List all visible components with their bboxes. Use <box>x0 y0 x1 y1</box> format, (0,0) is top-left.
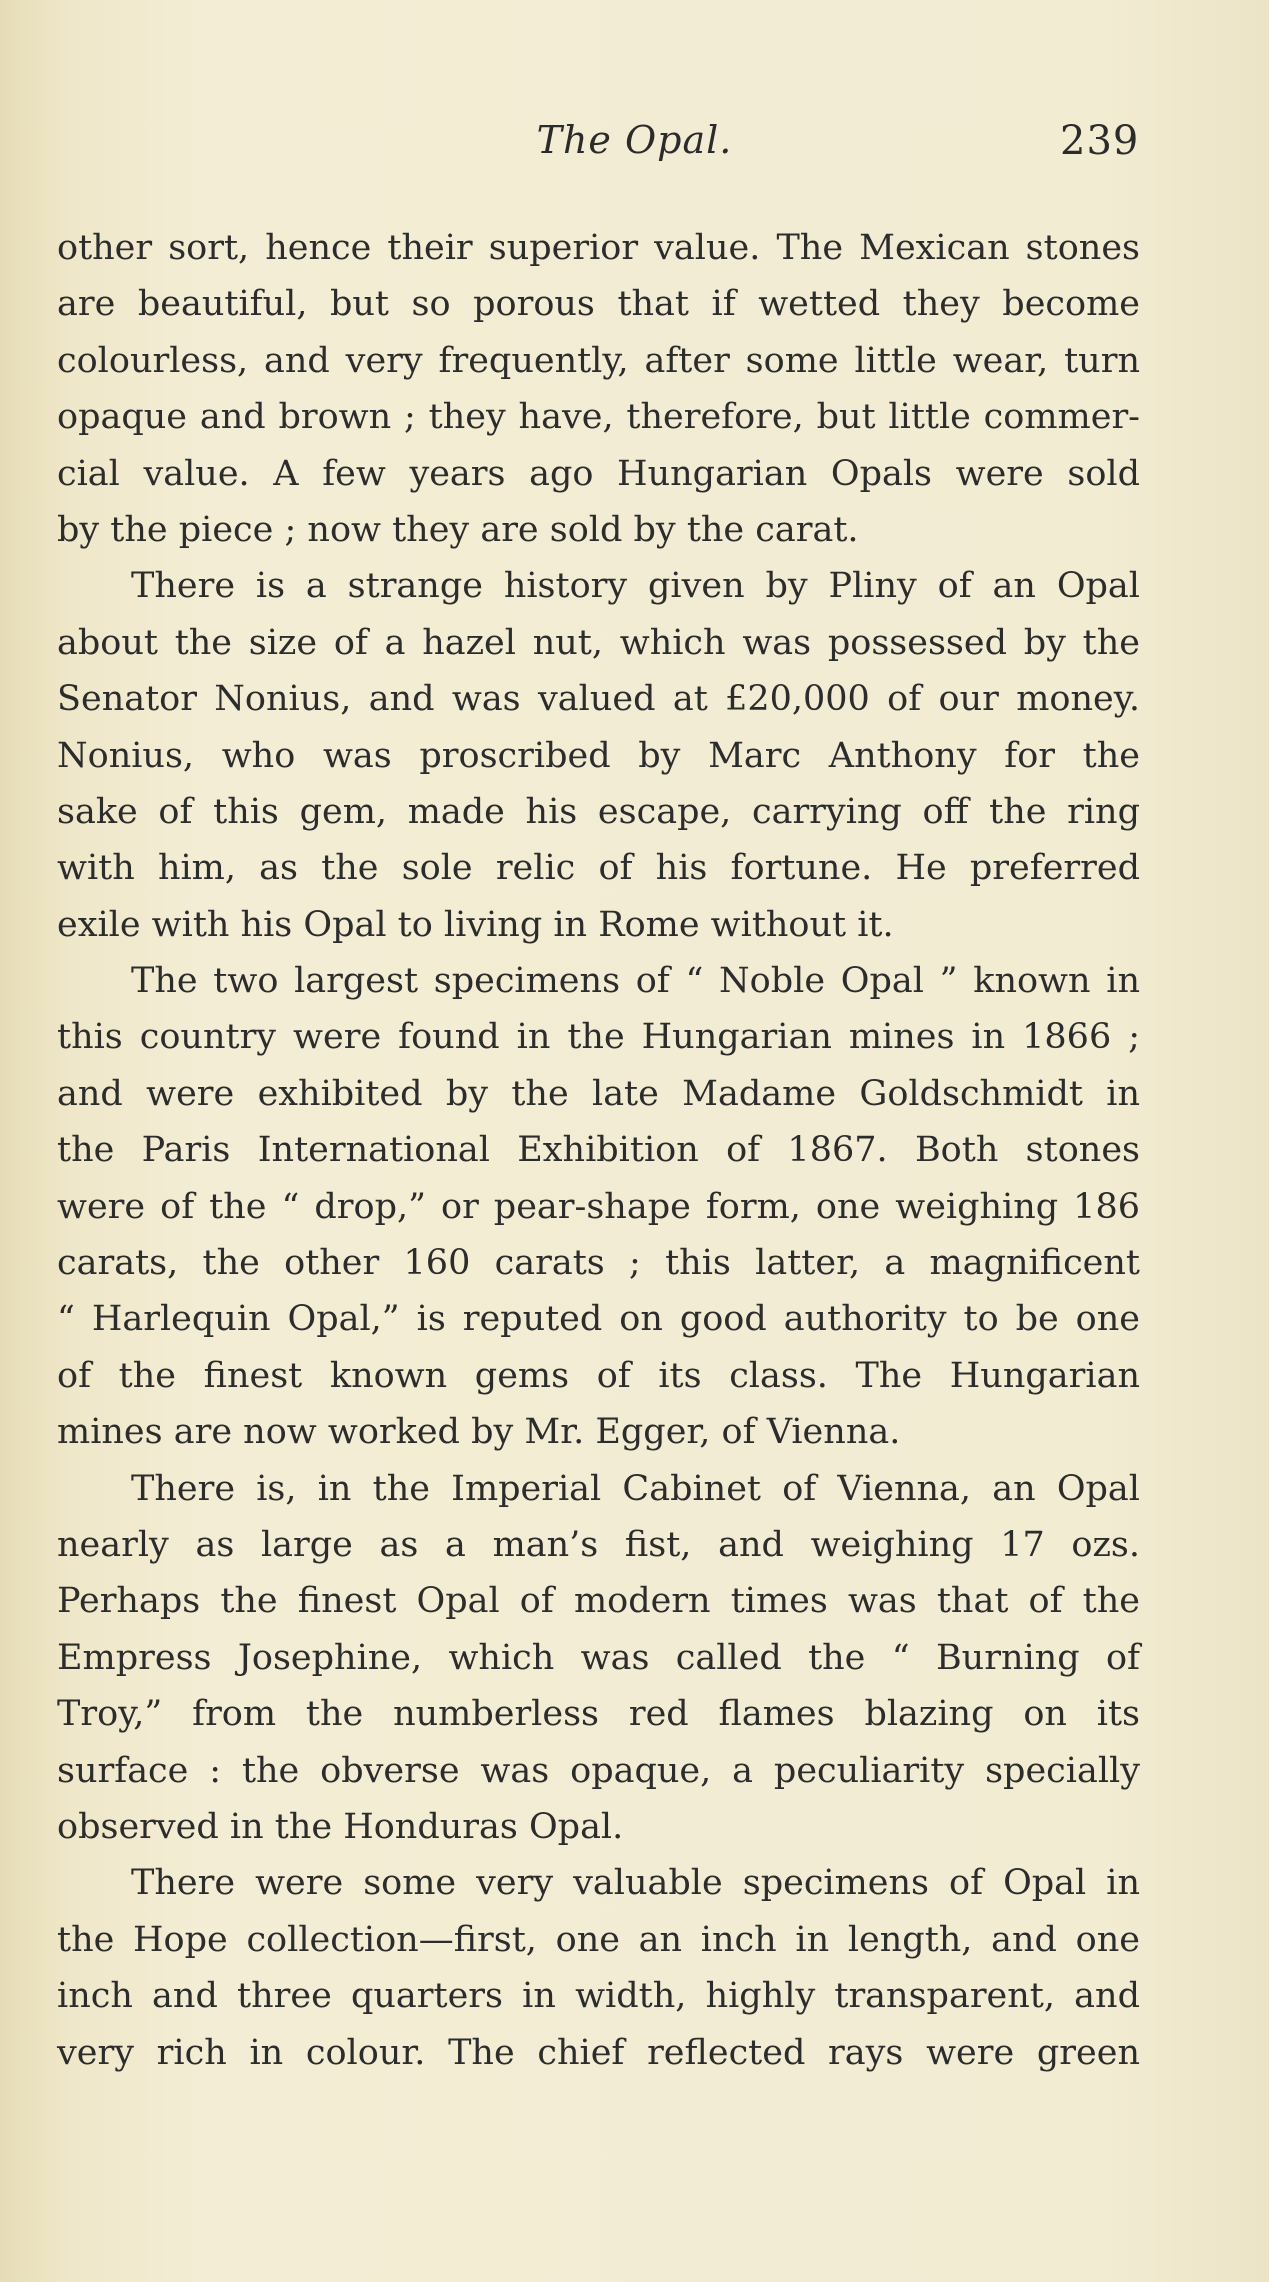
text-line: inch and three quarters in width, highly transparent, and <box>57 1976 1140 2017</box>
text-line: were of the “ drop,” or pear-shape form, one weighing 186 <box>57 1186 1140 1227</box>
text-line: and were exhibited by the late Madame Goldschmidt in <box>57 1073 1140 1114</box>
text-line: surface : the obverse was opaque, a peculiarity specially <box>57 1750 1140 1791</box>
text-line: nearly as large as a man’s fist, and weighing 17 ozs. <box>57 1524 1140 1565</box>
page-number: 239 <box>1060 118 1140 164</box>
text-line: are beautiful, but so porous that if wetted they become <box>57 284 1140 325</box>
text-line: exile with his Opal to living in Rome without it. <box>57 904 894 945</box>
text-line: with him, as the sole relic of his fortune. He preferred <box>57 848 1140 889</box>
text-line: “ Harlequin Opal,” is reputed on good authority to be one <box>57 1299 1140 1340</box>
body-text <box>57 220 1140 2081</box>
text-line: the Hope collection—first, one an inch in length, and one <box>57 1919 1140 1960</box>
text-line: observed in the Honduras Opal. <box>57 1806 624 1847</box>
text-line: the Paris International Exhibition of 1867. Both stones <box>57 1130 1140 1171</box>
running-title: The Opal. <box>536 118 733 162</box>
text-line: opaque and brown ; they have, therefore, but little commer- <box>57 397 1140 438</box>
text-line: Nonius, who was proscribed by Marc Anthony for the <box>57 735 1140 776</box>
text-line: Empress Josephine, which was called the “ Burning of <box>57 1637 1140 1678</box>
paragraph-start-line: There is, in the Imperial Cabinet of Vienna, an Opal <box>131 1468 1140 1509</box>
text-line: this country were found in the Hungarian mines in 1866 ; <box>57 1017 1140 1058</box>
text-line: of the finest known gems of its class. The Hungarian <box>57 1355 1140 1396</box>
text-line: about the size of a hazel nut, which was possessed by the <box>57 622 1140 663</box>
paragraph-start-line: There is a strange history given by Pliny of an Opal <box>131 566 1140 607</box>
text-line: colourless, and very frequently, after some little wear, turn <box>57 340 1140 381</box>
text-line: Troy,” from the numberless red flames blazing on its <box>57 1694 1140 1735</box>
text-line: cial value. A few years ago Hungarian Opals were sold <box>57 453 1140 494</box>
text-line: very rich in colour. The chief reflected rays were green <box>57 2032 1140 2073</box>
text-line: Perhaps the finest Opal of modern times was that of the <box>57 1581 1140 1622</box>
paragraph-start-line: There were some very valuable specimens of Opal in <box>131 1863 1140 1904</box>
text-line: sake of this gem, made his escape, carrying off the ring <box>57 791 1140 832</box>
paragraph-start-line: The two largest specimens of “ Noble Opal ” known in <box>131 961 1140 1002</box>
text-line: other sort, hence their superior value. The Mexican stones <box>57 228 1140 268</box>
text-line: Senator Nonius, and was valued at £20,000 of our money. <box>57 679 1140 720</box>
text-line: by the piece ; now they are sold by the carat. <box>57 509 859 550</box>
text-line: carats, the other 160 carats ; this latter, a magnificent <box>57 1243 1140 1284</box>
text-line: mines are now worked by Mr. Egger, of Vienna. <box>57 1412 901 1453</box>
